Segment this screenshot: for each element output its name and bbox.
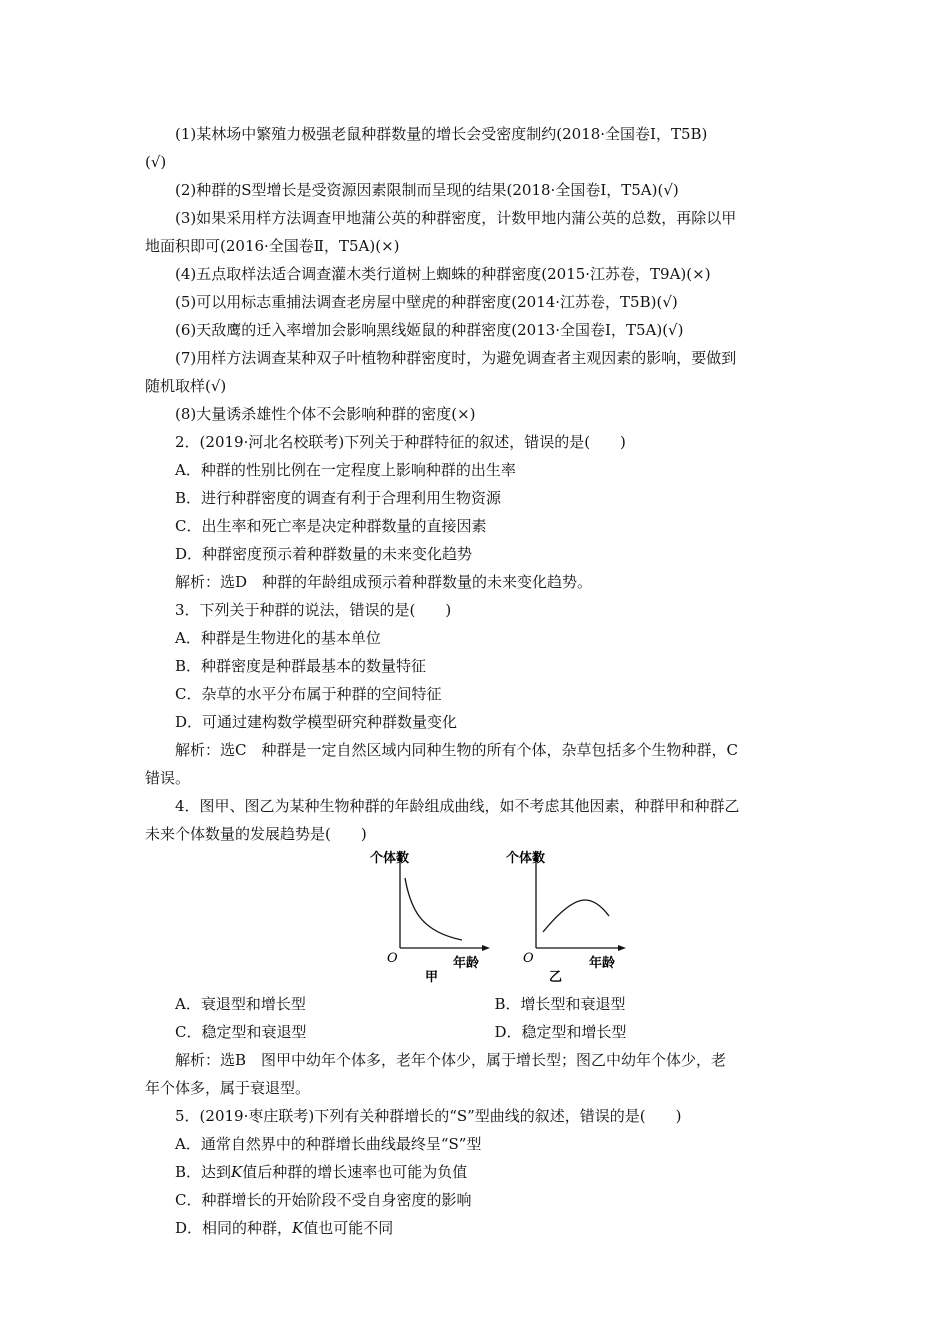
option-d: D．可通过建构数学模型研究种群数量变化 <box>175 713 458 731</box>
options-row-2 <box>145 1018 810 1046</box>
q1-item-1-cont: (√) <box>145 153 167 171</box>
figure-caption: 甲 <box>425 970 439 985</box>
option-c: C．稳定型和衰退型 <box>175 1023 307 1041</box>
q1-item-5: (5)可以用标志重捕法调查老房屋中壁虎的种群密度(2014·江苏卷，T5B)(√) <box>175 293 678 311</box>
question-2 <box>145 428 810 596</box>
figure-jia <box>367 850 492 989</box>
q1-item-3-cont: 地面积即可(2016·全国卷Ⅱ，T5A)(×) <box>145 237 400 255</box>
question-stem: 5．(2019·枣庄联考)下列有关种群增长的“S”型曲线的叙述，错误的是( ) <box>175 1107 682 1125</box>
figure-jia-graph <box>367 850 492 985</box>
figure-yi-graph <box>503 850 628 985</box>
option-c: C．出生率和死亡率是决定种群数量的直接因素 <box>175 517 487 535</box>
option-d <box>145 1214 810 1242</box>
analysis: 解析：选B 图甲中幼年个体多，老年个体少，属于增长型；图乙中幼年个体少，老 <box>175 1051 727 1069</box>
option-d: D．稳定型和增长型 <box>494 1023 627 1041</box>
option-a: A．衰退型和增长型 <box>175 995 306 1013</box>
x-axis-arrow <box>482 945 490 951</box>
document-page <box>145 120 810 1242</box>
q1-item-6: (6)天敌鹰的迁入率增加会影响黑线姬鼠的种群密度(2013·全国卷Ⅰ，T5A)(√) <box>175 321 684 339</box>
age-curve-yi <box>543 900 609 932</box>
option-a: A．种群的性别比例在一定程度上影响种群的出生率 <box>175 461 516 479</box>
analysis: 解析：选D 种群的年龄组成预示着种群数量的未来变化趋势。 <box>175 573 593 591</box>
analysis: 解析：选C 种群是一定自然区域内同种生物的所有个体，杂草包括多个生物种群，C <box>175 741 738 759</box>
option-d-pre: D．相同的种群， <box>175 1219 293 1237</box>
q1-items <box>145 120 810 428</box>
option-b-pre: B．达到 <box>175 1163 232 1181</box>
x-axis-label: 年龄 <box>589 956 616 971</box>
k-symbol: K <box>231 1163 243 1181</box>
option-c: C．杂草的水平分布属于种群的空间特征 <box>175 685 442 703</box>
age-curve-jia <box>405 878 462 940</box>
figure-yi <box>503 850 628 989</box>
figure-caption: 乙 <box>549 970 563 985</box>
x-axis-arrow <box>618 945 626 951</box>
origin-label: O <box>523 951 534 966</box>
question-stem: 3．下列关于种群的说法，错误的是( ) <box>175 601 452 619</box>
question-3 <box>145 596 810 792</box>
y-axis-label: 个体数 <box>370 851 410 866</box>
question-stem: 4．图甲、图乙为某种生物种群的年龄组成曲线，如不考虑其他因素，种群甲和种群乙 <box>175 797 740 815</box>
y-axis-label: 个体数 <box>506 851 546 866</box>
option-a: A．种群是生物进化的基本单位 <box>175 629 381 647</box>
q1-item-7-cont: 随机取样(√) <box>145 377 227 395</box>
q1-item-3: (3)如果采用样方法调查甲地蒲公英的种群密度，计数甲地内蒲公英的总数，再除以甲 <box>175 209 737 227</box>
analysis-cont: 错误。 <box>145 769 191 787</box>
option-b <box>145 1158 810 1186</box>
option-b: B．种群密度是种群最基本的数量特征 <box>175 657 427 675</box>
question-5 <box>145 1102 810 1242</box>
option-b: B．进行种群密度的调查有利于合理利用生物资源 <box>175 489 502 507</box>
k-symbol: K <box>292 1219 304 1237</box>
option-c: C．种群增长的开始阶段不受自身密度的影响 <box>175 1191 472 1209</box>
analysis-cont: 年个体多，属于衰退型。 <box>145 1079 311 1097</box>
question-stem-cont: 未来个体数量的发展趋势是( ) <box>145 825 367 843</box>
question-4 <box>145 792 810 1102</box>
q1-item-2: (2)种群的S型增长是受资源因素限制而呈现的结果(2018·全国卷Ⅰ，T5A)(√) <box>175 181 679 199</box>
q1-item-8: (8)大量诱杀雄性个体不会影响种群的密度(×) <box>175 405 476 423</box>
x-axis-label: 年龄 <box>453 956 480 971</box>
q1-item-4: (4)五点取样法适合调查灌木类行道树上蜘蛛的种群密度(2015·江苏卷，T9A)(×) <box>175 265 711 283</box>
q1-item-7: (7)用样方法调查某种双子叶植物种群密度时，为避免调查者主观因素的影响，要做到 <box>175 349 737 367</box>
option-b: B．增长型和衰退型 <box>494 995 626 1013</box>
option-a: A．通常自然界中的种群增长曲线最终呈“S”型 <box>175 1135 482 1153</box>
question-stem: 2．(2019·河北名校联考)下列关于种群特征的叙述，错误的是( ) <box>175 433 626 451</box>
option-d: D．种群密度预示着种群数量的未来变化趋势 <box>175 545 473 563</box>
q1-item-1: (1)某林场中繁殖力极强老鼠种群数量的增长会受密度制约(2018·全国卷Ⅰ，T5B) <box>175 125 708 143</box>
option-d-post: 值也可能不同 <box>303 1219 394 1237</box>
option-b-post: 值后种群的增长速率也可能为负值 <box>242 1163 468 1181</box>
origin-label: O <box>387 951 398 966</box>
figures <box>145 850 810 990</box>
options-row-1 <box>145 990 810 1018</box>
